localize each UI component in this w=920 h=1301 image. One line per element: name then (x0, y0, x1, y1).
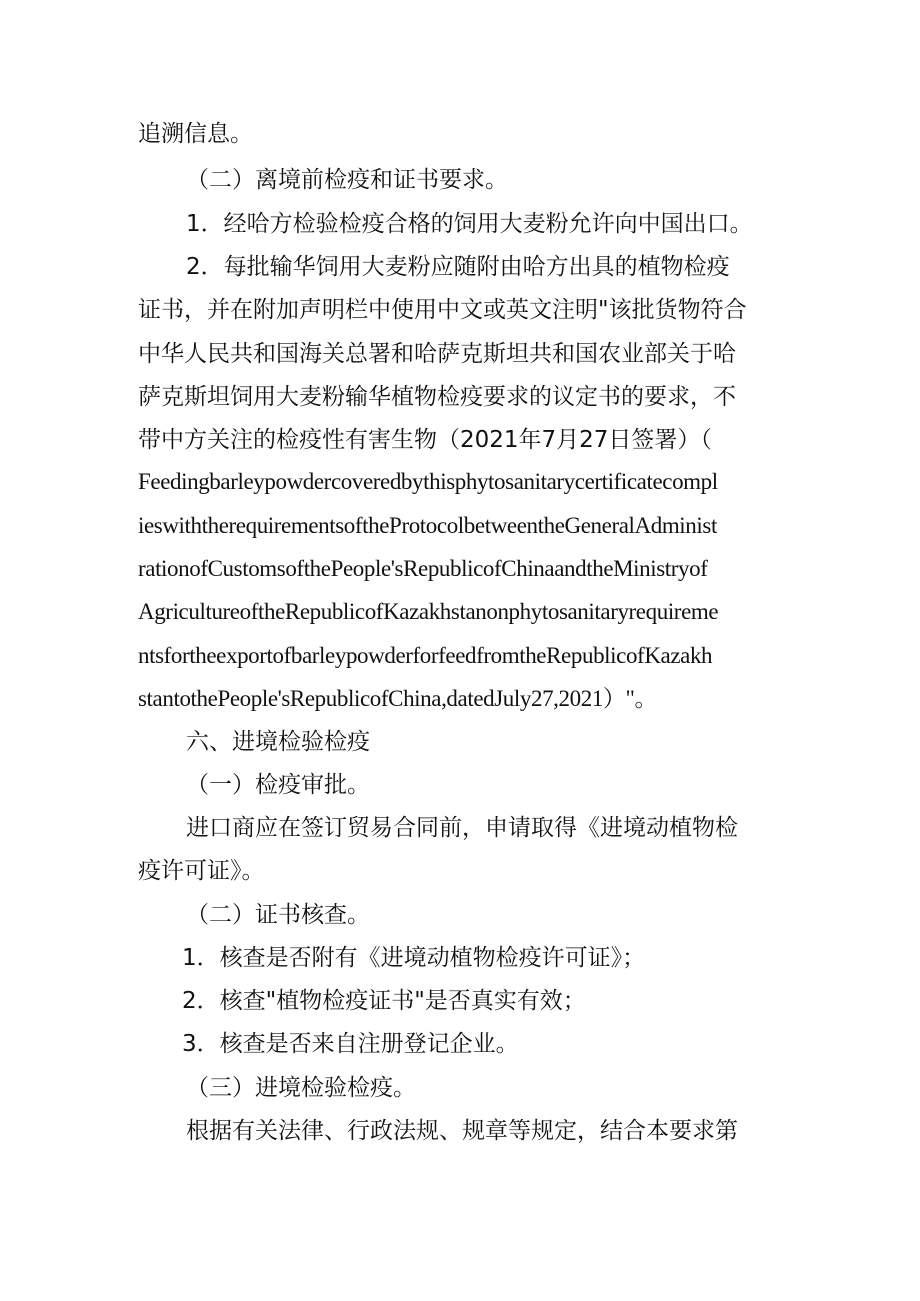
text-line: 根据有关法律、行政法规、规章等规定，结合本要求第 (186, 1118, 738, 1144)
section-heading: （三）进境检验检疫。 (186, 1075, 416, 1101)
text-line: 带中方关注的检疫性有害生物（2021年7月27日签署）（ (138, 427, 712, 453)
text-line: ieswiththerequirementsoftheProtocolbetweentheGeneralAdminist (138, 513, 717, 538)
text-line: Feedingbarleypowdercoveredbythisphytosanitarycertificatecompl (138, 469, 718, 494)
text-line: 2．核查"植物检疫证书"是否真实有效； (182, 988, 586, 1014)
text-line: 进口商应在签订贸易合同前，申请取得《进境动植物检 (186, 815, 738, 841)
text-line: AgricultureoftheRepublicofKazakhstanonphytosanitaryrequireme (138, 599, 719, 624)
section-heading: （一）检疫审批。 (186, 772, 370, 798)
text-line: 追溯信息。 (138, 121, 253, 147)
text-line: 3．核查是否来自注册登记企业。 (182, 1031, 519, 1057)
text-line: 2．每批输华饲用大麦粉应随附由哈方出具的植物检疫 (186, 254, 730, 280)
text-line: 疫许可证》。 (138, 858, 265, 884)
section-heading: 六、进境检验检疫 (186, 729, 370, 755)
text-line: 证书，并在附加声明栏中使用中文或英文注明"该批货物符合 (138, 297, 747, 323)
section-heading: （二）证书核查。 (186, 902, 370, 928)
text-line: 中华人民共和国海关总署和哈萨克斯坦共和国农业部关于哈 (138, 341, 736, 367)
text-line: 萨克斯坦饲用大麦粉输华植物检疫要求的议定书的要求，不 (138, 384, 736, 410)
text-line: ntsfortheexportofbarleypowderforfeedfromtheRepublicofKazakh (138, 643, 713, 668)
section-heading: （二）离境前检疫和证书要求。 (186, 167, 508, 193)
text-line: 1．经哈方检验检疫合格的饲用大麦粉允许向中国出口。 (186, 211, 753, 237)
text-line: 1．核查是否附有《进境动植物检疫许可证》； (182, 945, 646, 971)
text-line: rationofCustomsofthePeople'sRepublicofChinaandtheMinistryof (138, 556, 708, 581)
text-line: stantothePeople'sRepublicofChina,datedJuly27,2021）"。 (138, 686, 658, 711)
